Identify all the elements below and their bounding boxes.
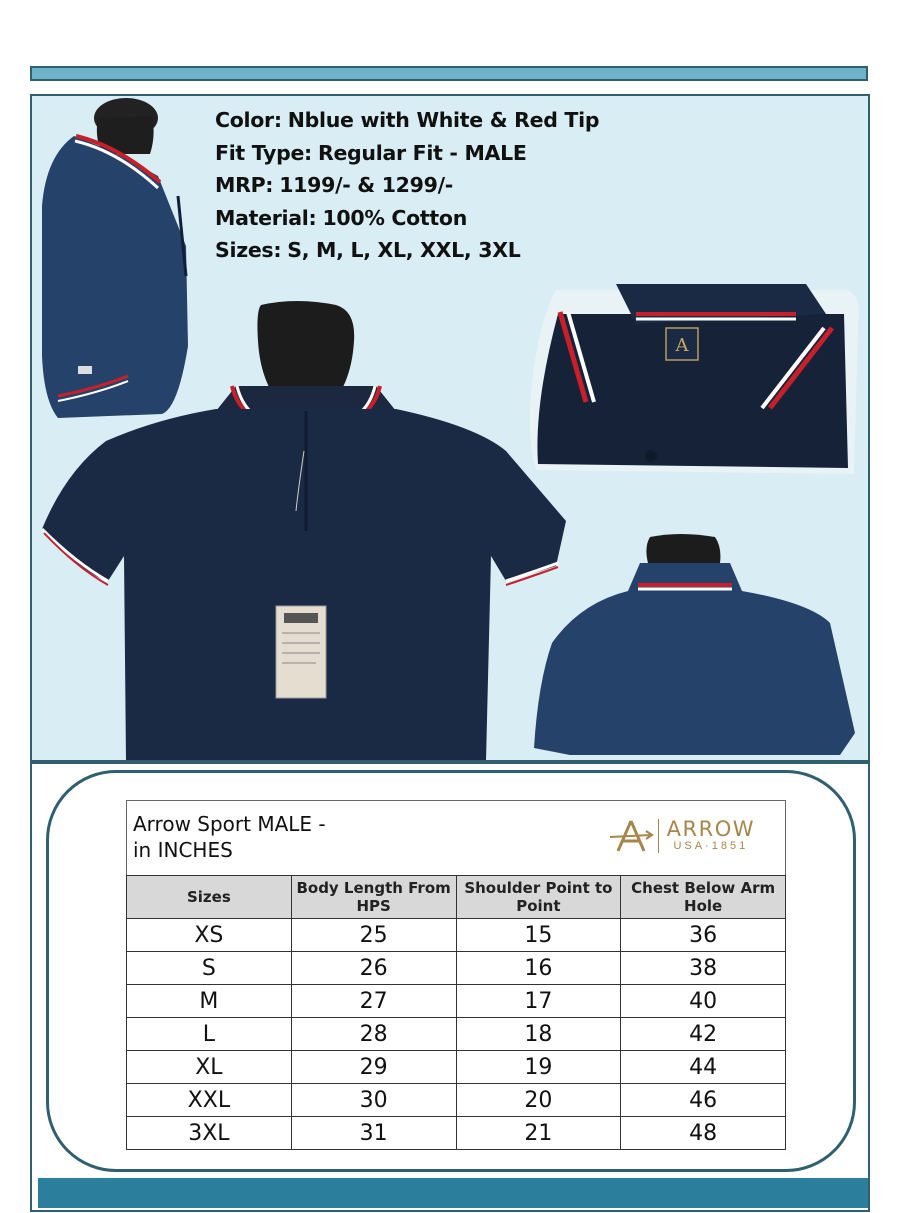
body-length-cell: 29 bbox=[291, 1051, 456, 1084]
arrow-a-icon bbox=[608, 819, 654, 853]
spec-sizes: Sizes: S, M, L, XL, XXL, 3XL bbox=[215, 238, 521, 262]
size-table bbox=[126, 875, 786, 1150]
back-view-photo bbox=[530, 533, 860, 762]
product-photo-panel bbox=[30, 94, 870, 762]
size-chart-title-line1: Arrow Sport MALE - bbox=[133, 812, 326, 836]
size-chart-title-line2: in INCHES bbox=[133, 838, 233, 862]
chest-cell: 36 bbox=[621, 919, 786, 952]
spec-mrp: MRP: 1199/- & 1299/- bbox=[215, 173, 453, 197]
size-chart bbox=[126, 800, 786, 1150]
size-cell: XS bbox=[127, 919, 292, 952]
chest-cell: 48 bbox=[621, 1117, 786, 1150]
size-cell: 3XL bbox=[127, 1117, 292, 1150]
body-length-cell: 30 bbox=[291, 1084, 456, 1117]
top-banner-bar bbox=[30, 66, 868, 81]
table-row bbox=[127, 1117, 786, 1150]
shoulder-cell: 20 bbox=[456, 1084, 621, 1117]
footer-bar bbox=[38, 1178, 868, 1208]
size-cell: M bbox=[127, 985, 292, 1018]
size-chart-panel bbox=[30, 762, 870, 1212]
front-view-photo bbox=[36, 301, 566, 761]
chest-cell: 38 bbox=[621, 952, 786, 985]
shoulder-cell: 15 bbox=[456, 919, 621, 952]
table-row bbox=[127, 985, 786, 1018]
body-length-cell: 26 bbox=[291, 952, 456, 985]
shoulder-cell: 16 bbox=[456, 952, 621, 985]
arrow-logo bbox=[608, 819, 755, 853]
shoulder-cell: 18 bbox=[456, 1018, 621, 1051]
size-cell: L bbox=[127, 1018, 292, 1051]
spec-fit-type: Fit Type: Regular Fit - MALE bbox=[215, 140, 527, 165]
chest-cell: 46 bbox=[621, 1084, 786, 1117]
collar-closeup-photo bbox=[526, 284, 866, 484]
size-chart-title bbox=[133, 811, 326, 863]
chest-cell: 44 bbox=[621, 1051, 786, 1084]
size-table-header-row bbox=[127, 876, 786, 919]
chest-cell: 40 bbox=[621, 985, 786, 1018]
body-length-cell: 31 bbox=[291, 1117, 456, 1150]
size-cell: XL bbox=[127, 1051, 292, 1084]
spec-list bbox=[215, 104, 599, 267]
chest-cell: 42 bbox=[621, 1018, 786, 1051]
body-length-cell: 27 bbox=[291, 985, 456, 1018]
body-length-cell: 25 bbox=[291, 919, 456, 952]
table-row bbox=[127, 1051, 786, 1084]
size-cell: S bbox=[127, 952, 292, 985]
size-cell: XXL bbox=[127, 1084, 292, 1117]
svg-text:A: A bbox=[675, 335, 689, 356]
shoulder-cell: 21 bbox=[456, 1117, 621, 1150]
spec-material: Material: 100% Cotton bbox=[215, 205, 468, 230]
col-header-shoulder: Shoulder Point to Point bbox=[456, 876, 621, 919]
shoulder-cell: 19 bbox=[456, 1051, 621, 1084]
brand-sub: USA·1851 bbox=[673, 840, 749, 852]
table-row bbox=[127, 952, 786, 985]
table-row bbox=[127, 1018, 786, 1051]
brand-name: ARROW bbox=[666, 817, 755, 841]
shoulder-cell: 17 bbox=[456, 985, 621, 1018]
col-header-body-length: Body Length From HPS bbox=[291, 876, 456, 919]
table-row bbox=[127, 1084, 786, 1117]
spec-color: Color: Nblue with White & Red Tip bbox=[215, 108, 600, 132]
col-header-chest: Chest Below Arm Hole bbox=[621, 876, 786, 919]
body-length-cell: 28 bbox=[291, 1018, 456, 1051]
col-header-sizes: Sizes bbox=[127, 876, 292, 919]
table-row bbox=[127, 919, 786, 952]
size-chart-header bbox=[126, 800, 786, 875]
